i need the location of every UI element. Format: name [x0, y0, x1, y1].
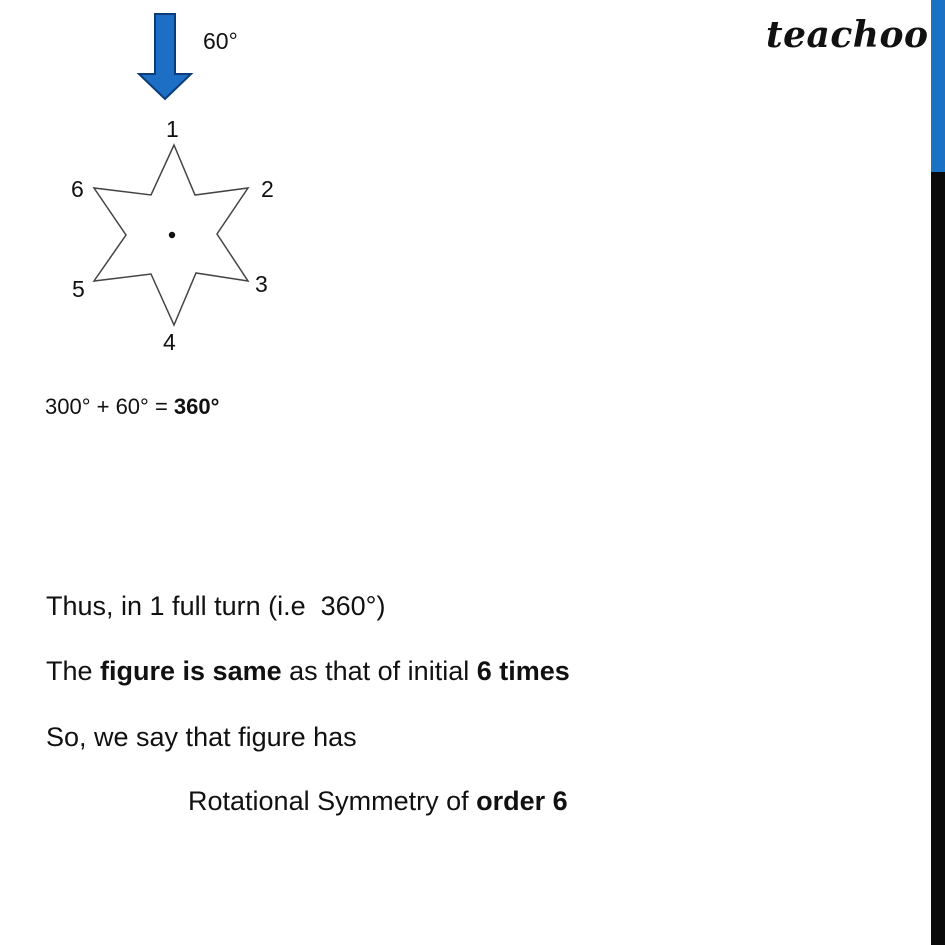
line4-bold: order 6: [476, 786, 568, 816]
equation-lhs: 300° + 60° =: [45, 394, 174, 419]
down-arrow-icon: [139, 14, 191, 99]
we-say-line: So, we say that figure has: [46, 722, 357, 752]
teachoo-logo: teachoo: [766, 14, 929, 56]
vertex-label-4: 4: [163, 329, 176, 355]
rotation-angle-label: 60°: [203, 28, 238, 54]
full-turn-line: Thus, in 1 full turn (i.e 360°): [46, 591, 386, 621]
line2-bold-2: 6 times: [476, 656, 570, 686]
figure-same-line: [46, 656, 570, 687]
equation-result: 360°: [173, 394, 220, 419]
conclusion-line: [188, 786, 568, 817]
angle-sum-equation: [45, 394, 219, 420]
vertex-label-5: 5: [72, 276, 85, 302]
vertex-label-2: 2: [261, 176, 274, 202]
vertex-label-6: 6: [71, 176, 84, 202]
center-dot: [169, 232, 175, 238]
vertex-label-1: 1: [166, 116, 179, 142]
line4-pre: Rotational Symmetry of: [188, 786, 477, 816]
line2-bold-1: figure is same: [100, 656, 282, 686]
vertex-label-3: 3: [255, 271, 268, 297]
line2-mid: as that of initial: [281, 656, 477, 686]
line2-pre: The: [46, 656, 101, 686]
